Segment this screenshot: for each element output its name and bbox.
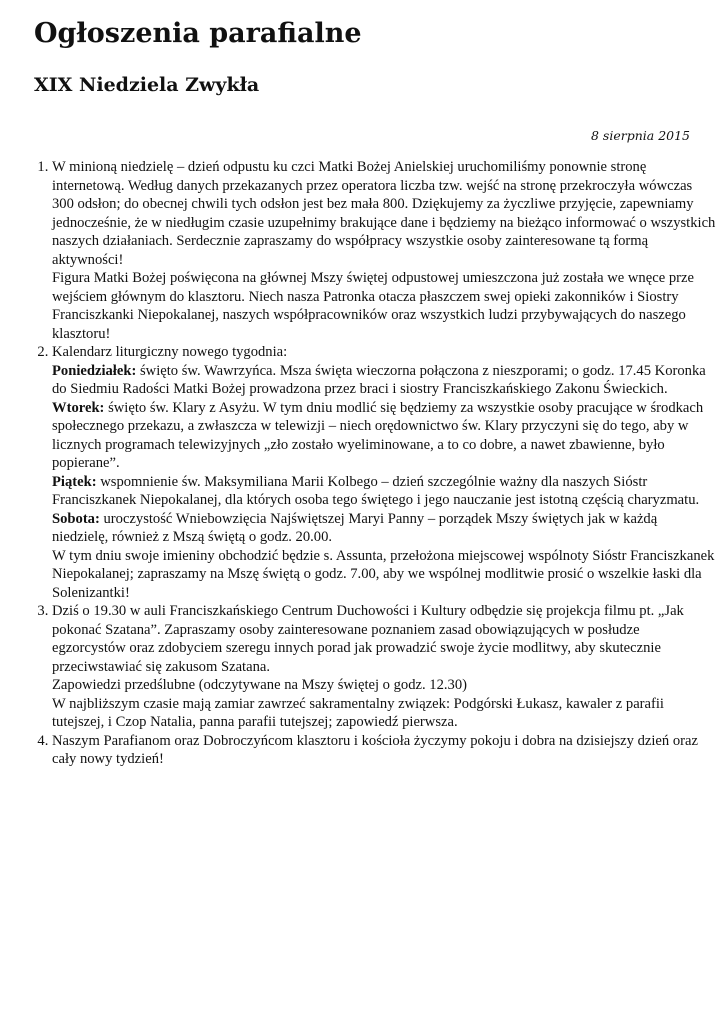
- calendar-monday: [52, 362, 716, 399]
- day-label: Piątek:: [52, 473, 97, 490]
- page-title: Ogłoszenia parafialne: [34, 18, 362, 49]
- day-text: święto św. Klary z Asyżu. W tym dniu modlić się będziemy za wszystkie osoby pracujące w środkach społecznego przekazu, a zwłaszcza w telewizji – niech orędownictwo św. Klary przyczyni się do tego, aby w licznych programach telewizyjnych „zło zostało wyeliminowane, a to co dobre, a nawet zbawienne, było popierane”.: [52, 399, 704, 471]
- paragraph: 1. W minioną niedzielę – dzień odpustu ku czci Matki Bożej Anielskiej uruchomiliśmy ponownie stronę internetową. Według danych przekazanych przez operatora liczba tzw. wejść na stronę przekroczyła wówczas 300 odsłon; do obecnej chwili tych odsłon jest bez mała 800. Dziękujemy za życzliwe przyjęcie, zapewniamy jednocześnie, że w niedługim czasie uzupełnimy brakujące dane i będziemy na bieżąco informować o wszystkich naszych działaniach. Serdecznie zapraszamy do współpracy wszystkie osoby zainteresowane tą formą aktywności!: [52, 159, 716, 268]
- page-subtitle: XIX Niedziela Zwykła: [34, 74, 260, 96]
- announcement-4: [52, 732, 716, 769]
- paragraph: 4. Naszym Parafianom oraz Dobroczyńcom klasztoru i kościoła życzymy pokoju i dobra na dzisiejszy dzień oraz cały nowy tydzień!: [52, 732, 698, 767]
- paragraph: Zapowiedzi przedślubne (odczytywane na Mszy świętej o godz. 12.30): [52, 677, 467, 693]
- day-text: uroczystość Wniebowzięcia Najświętszej Maryi Panny – porządek Mszy świętych jak w każdą niedzielę, również z Mszą świętą o godz. 20.00.: [52, 510, 658, 545]
- paragraph: W tym dniu swoje imieniny obchodzić będzie s. Assunta, przełożona miejscowej wspólnoty Sióstr Franciszkanek Niepokalanej; zapraszamy na Mszę świętą o godz. 7.00, aby we wspólnej modlitwie prosić o wszelkie łaski dla Solenizantki!: [52, 547, 715, 601]
- calendar-intro: 2. Kalendarz liturgiczny nowego tygodnia:: [52, 344, 288, 360]
- day-text: wspomnienie św. Maksymiliana Marii Kolbego – dzień szczególnie ważny dla naszych Sióstr Franciszkanek Niepokalanej, dla których osoba tego świętego i jego nauczanie jest istotną częścią charyzmatu.: [52, 473, 700, 508]
- calendar-friday: [52, 473, 716, 510]
- paragraph: W najbliższym czasie mają zamiar zawrzeć sakramentalny związek: Podgórski Łukasz, kawaler z parafii tutejszej, i Czop Natalia, panna parafii tutejszej; zapowiedź pierwsza.: [52, 695, 664, 730]
- announcements-list: [34, 158, 716, 769]
- paragraph: 3. Dziś o 19.30 w auli Franciszkańskiego Centrum Duchowości i Kultury odbędzie się projekcja filmu pt. „Jak pokonać Szatana”. Zapraszamy osoby zainteresowane poznaniem zasad obowiązujących w posłudze egzorcystów oraz zdobyciem szeregu innych porad jak prowadzić swoje życie modlitwy, aby skutecznie przeciwstawiać się zakusom Szatana.: [52, 603, 684, 675]
- calendar-tuesday: [52, 399, 716, 473]
- day-label: Wtorek:: [52, 399, 105, 416]
- day-text: święto św. Wawrzyńca. Msza święta wieczorna połączona z nieszporami; o godz. 17.45 Koronka do Siedmiu Radości Matki Bożej prowadzona przez braci i siostry Franciszkańskiego Zakonu Świeckich.: [52, 362, 706, 397]
- date-line: 8 sierpnia 2015: [591, 128, 690, 143]
- announcement-2: [52, 343, 716, 602]
- day-label: Sobota:: [52, 510, 100, 527]
- announcement-3: [52, 602, 716, 732]
- paragraph: Figura Matki Bożej poświęcona na głównej Mszy świętej odpustowej umieszczona już została we wnęce prze wejściem głównym do klasztoru. Niech nasza Patronka otacza płaszczem swej opieki zakonników i Siostry Franciszkanki Niepokalanej, naszych współpracowników oraz wszystkich ludzi przybywających do naszego klasztoru!: [52, 270, 694, 342]
- day-label: Poniedziałek:: [52, 362, 137, 379]
- announcement-1: [52, 158, 716, 343]
- calendar-saturday: [52, 510, 716, 547]
